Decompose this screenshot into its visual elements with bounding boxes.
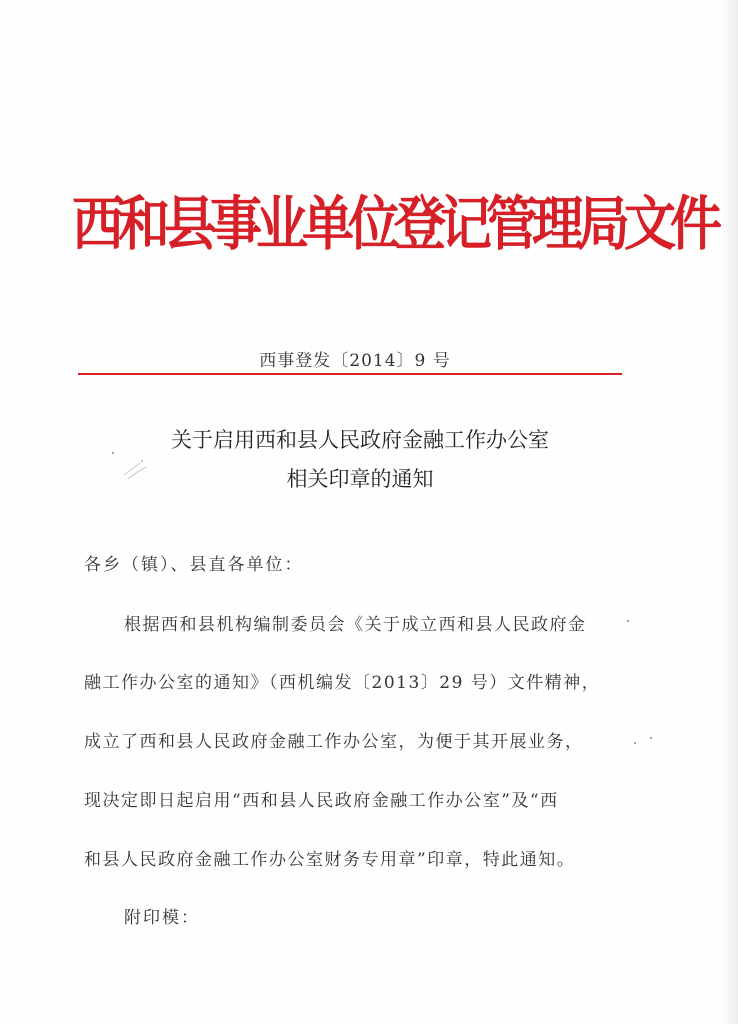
document-number: 西事登发〔2014〕9 号: [259, 351, 451, 371]
scan-speck: [650, 737, 652, 739]
body-line-4: 现决定即日起启用“西和县人民政府金融工作办公室”及“西: [84, 791, 559, 811]
body-line-2: 融工作办公室的通知》（西机编发〔2013〕29 号）文件精神，: [84, 673, 601, 693]
letterhead-title: 西和县事业单位登记管理局文件: [72, 190, 717, 259]
body-line-3: 成立了西和县人民政府金融工作办公室，为便于其开展业务，: [84, 732, 584, 752]
scan-speck: [634, 742, 636, 744]
subject-line-2: 相关印章的通知: [286, 467, 434, 491]
letterhead-red-rule: [78, 373, 622, 375]
scan-smudge-mark: [120, 455, 150, 483]
salutation: 各乡（镇）、县直各单位：: [84, 555, 304, 575]
subject-line-1: 关于启用西和县人民政府金融工作办公室: [171, 428, 549, 452]
body-line-5: 和县人民政府金融工作办公室财务专用章”印章，特此通知。: [84, 850, 576, 870]
scan-speck: [627, 620, 629, 622]
body-line-1: 根据西和县机构编制委员会《关于成立西和县人民政府金: [124, 615, 587, 635]
attachment-label: 附印模：: [124, 908, 200, 928]
scan-speck: [112, 452, 114, 454]
page-edge-shadow: [720, 0, 738, 1024]
